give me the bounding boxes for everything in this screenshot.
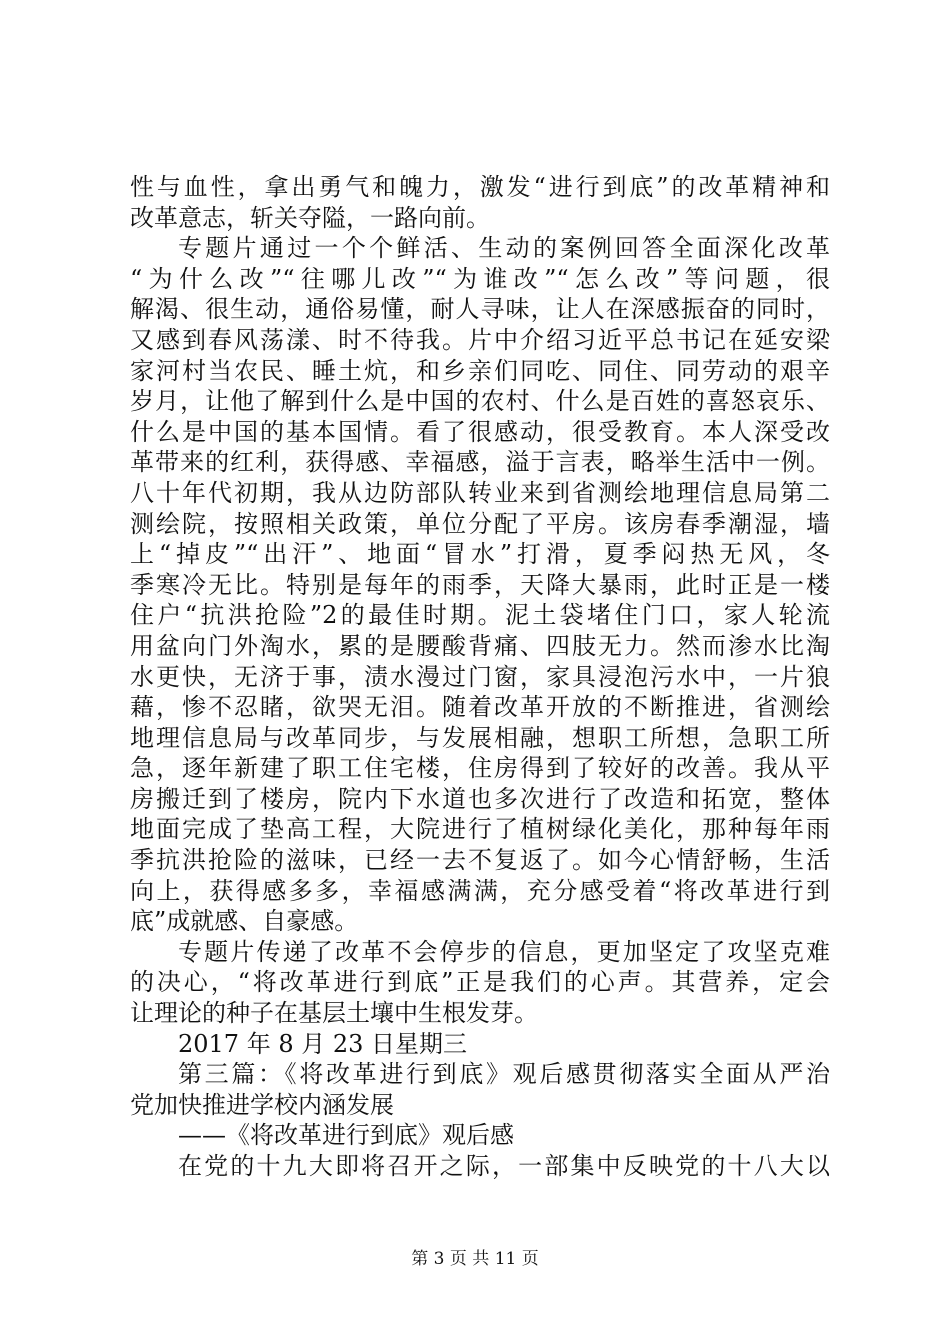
document-body [130,172,830,1182]
section-title-line: 党加快推进学校内涵发展 [130,1090,394,1119]
text-line: 岁月，让他了解到什么是中国的农村、什么是百姓的喜怒哀乐、 [130,387,830,416]
text-line: 让理论的种子在基层土壤中生根发芽。 [130,999,538,1028]
text-line: 地理信息局与改革同步，与发展相融，想职工所想，急职工所 [130,723,830,752]
subtitle-line: ——《将改革进行到底》观后感 [178,1121,514,1150]
text-line: 藉，惨不忍睹，欲哭无泪。随着改革开放的不断推进，省测绘 [130,693,830,722]
text-line: 又感到春风荡漾、时不待我。片中介绍习近平总书记在延安梁 [130,325,830,354]
text-line: 在党的十九大即将召开之际，一部集中反映党的十八大以 [178,1152,830,1180]
text-line: 住户“抗洪抢险”2的最佳时期。泥土袋堵住门口，家人轮流 [130,601,830,630]
text-line: 房搬迁到了楼房，院内下水道也多次进行了改造和拓宽，整体 [130,784,830,813]
text-line: 八十年代初期，我从边防部队转业来到省测绘地理信息局第二 [130,478,830,507]
date-line: 2017 年 8 月 23 日星期三 [178,1029,468,1058]
text-line: 水更快，无济于事，渍水漫过门窗，家具浸泡污水中，一片狼 [130,662,830,691]
text-line: 的决心，“将改革进行到底”正是我们的心声。其营养，定会 [130,968,830,997]
text-line: 专题片传递了改革不会停步的信息，更加坚定了攻坚克难 [178,937,830,966]
text-line: 家河村当农民、睡土炕，和乡亲们同吃、同住、同劳动的艰辛 [130,356,830,385]
text-line: 地面完成了垫高工程，大院进行了植树绿化美化，那种每年雨 [130,815,830,844]
text-line: 上“掉皮”“出汗”、地面“冒水”打滑，夏季闷热无风，冬 [130,540,830,569]
text-line: 性与血性，拿出勇气和魄力，激发“进行到底”的改革精神和 [130,173,830,201]
text-line: 革带来的红利，获得感、幸福感，溢于言表，略举生活中一例。 [130,448,830,477]
text-line: 专题片通过一个个鲜活、生动的案例回答全面深化改革 [178,234,830,263]
section-title-line: 第三篇：《将改革进行到底》观后感贯彻落实全面从严治 [178,1060,830,1089]
page-number: 第 3 页 共 11 页 [411,1249,539,1269]
text-line: 解渴、很生动，通俗易懂，耐人寻味，让人在深感振奋的同时， [130,295,830,324]
text-line: 季抗洪抢险的滋味，已经一去不复返了。如今心情舒畅，生活 [130,846,830,875]
text-line: 测绘院，按照相关政策，单位分配了平房。该房春季潮湿，墙 [130,509,830,538]
text-line: 底”成就感、自豪感。 [130,907,359,936]
text-line: 向上，获得感多多，幸福感满满，充分感受着“将改革进行到 [130,876,830,905]
text-line: “为什么改”“往哪儿改”“为谁改”“怎么改”等问题，很 [130,264,830,293]
text-line: 季寒冷无比。特别是每年的雨季，天降大暴雨，此时正是一楼 [130,570,830,599]
text-line: 什么是中国的基本国情。看了很感动，很受教育。本人深受改 [130,417,830,446]
text-line: 用盆向门外淘水，累的是腰酸背痛、四肢无力。然而渗水比淘 [130,631,830,660]
text-line: 改革意志，斩关夺隘，一路向前。 [130,203,490,232]
text-line: 急，逐年新建了职工住宅楼，住房得到了较好的改善。我从平 [130,754,830,783]
